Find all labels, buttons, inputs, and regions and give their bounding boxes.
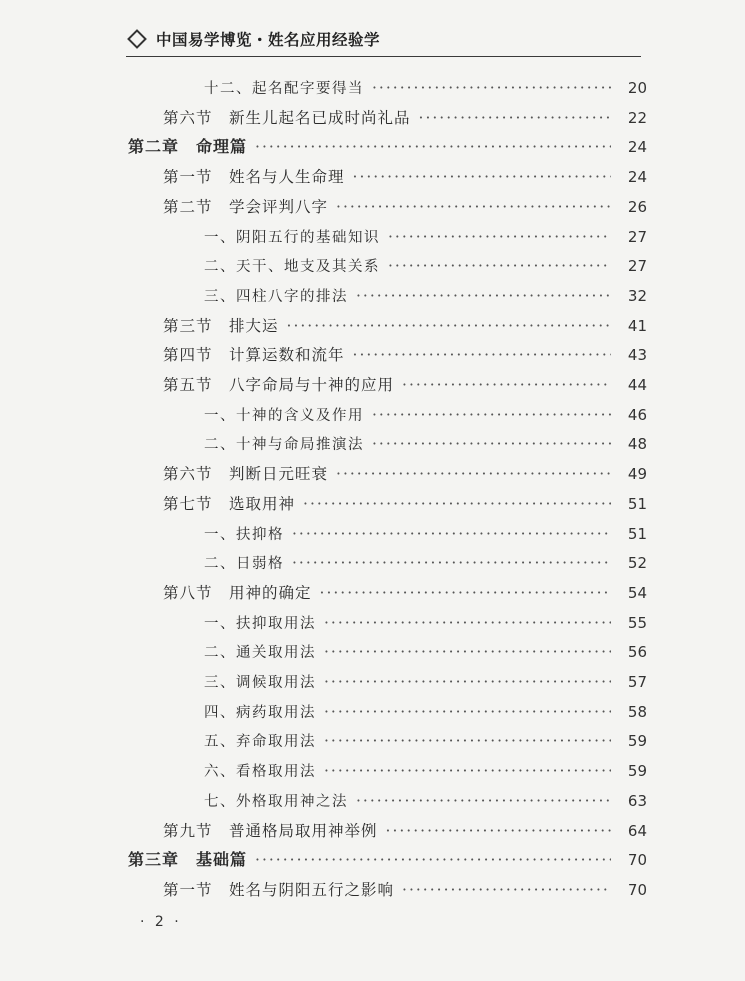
- dot-leader: [388, 254, 611, 278]
- toc-entry-title: 二、通关取用法: [204, 645, 316, 662]
- dot-leader: [402, 373, 611, 397]
- toc-entry-page-number: 58: [627, 702, 647, 721]
- toc-entry-title: 七、外格取用神之法: [204, 793, 348, 810]
- toc-entry-page-number: 26: [627, 197, 647, 216]
- dot-leader: [292, 551, 611, 575]
- dot-leader: [324, 611, 611, 635]
- dot-leader: [324, 729, 611, 753]
- toc-entry-page-number: 56: [627, 643, 647, 662]
- toc-entry: [204, 284, 647, 308]
- toc-entry-page-number: 32: [627, 286, 647, 305]
- toc-entry-title: 六、看格取用法: [204, 764, 316, 781]
- toc-entry: [204, 729, 647, 753]
- toc-entry: [204, 789, 647, 813]
- toc-entry: [128, 135, 647, 159]
- dot-leader: [292, 522, 611, 546]
- toc-entry-title: 第七节 选取用神: [163, 494, 296, 513]
- toc-entry-page-number: 27: [627, 257, 647, 276]
- toc-entry-title: 二、天干、地支及其关系: [204, 259, 380, 276]
- toc-entry: [204, 759, 647, 783]
- toc-entry-page-number: 24: [627, 138, 647, 157]
- toc-entry-title: 第三节 排大运: [163, 316, 279, 335]
- toc-entry-title: 第六节 新生儿起名已成时尚礼品: [163, 108, 411, 127]
- dot-leader: [372, 76, 611, 100]
- dot-leader: [372, 432, 611, 456]
- toc-entry: [128, 848, 647, 872]
- toc-entry-title: 第一节 姓名与人生命理: [163, 168, 345, 187]
- dot-leader: [402, 878, 611, 902]
- toc-entry-title: 第四节 计算运数和流年: [163, 346, 345, 365]
- toc-entry-page-number: 55: [627, 613, 647, 632]
- dot-leader: [324, 670, 611, 694]
- toc-entry: [204, 551, 647, 575]
- toc-entry-title: 第五节 八字命局与十神的应用: [163, 376, 395, 394]
- toc-entry: [204, 225, 647, 249]
- dot-leader: [336, 195, 611, 219]
- dot-leader: [324, 700, 611, 724]
- toc-entry: [163, 581, 647, 605]
- toc-entry-page-number: 49: [627, 465, 647, 484]
- dot-leader: [419, 106, 611, 130]
- toc-entry: [163, 878, 647, 902]
- toc-entry: [163, 819, 647, 843]
- header-title: 中国易学博览・姓名应用经验学: [156, 31, 381, 49]
- toc-entry: [163, 462, 647, 486]
- dot-leader: [353, 343, 611, 367]
- toc-entry-title: 三、调候取用法: [204, 675, 316, 691]
- toc-entry-page-number: 20: [627, 79, 647, 97]
- dot-leader: [324, 759, 611, 783]
- toc-entry-page-number: 63: [627, 791, 647, 810]
- dot-leader: [388, 225, 611, 249]
- dot-leader: [336, 462, 611, 486]
- toc-entry-title: 第二章 命理篇: [128, 137, 248, 157]
- toc-entry: [163, 373, 647, 397]
- toc-entry-title: 五、弃命取用法: [204, 734, 316, 751]
- toc-entry-title: 十二、起名配字要得当: [204, 81, 364, 97]
- toc-entry-page-number: 22: [627, 108, 647, 127]
- toc-entry: [163, 165, 647, 189]
- toc-entry-title: 一、十神的含义及作用: [204, 407, 364, 424]
- dot-leader: [356, 284, 611, 308]
- diamond-icon: [127, 29, 147, 49]
- toc-entry-page-number: 43: [627, 346, 647, 365]
- toc-entry: [204, 76, 647, 100]
- toc-entry-title: 第八节 用神的确定: [163, 583, 312, 602]
- dot-leader: [356, 789, 611, 813]
- toc-entry-page-number: 54: [627, 583, 647, 602]
- toc-entry-title: 第九节 普通格局取用神举例: [163, 821, 378, 840]
- dot-leader: [353, 165, 611, 189]
- toc-entry-title: 一、阴阳五行的基础知识: [204, 229, 380, 246]
- toc-entry: [204, 522, 647, 546]
- toc-entry-title: 一、扶抑格: [204, 526, 284, 543]
- dot-leader: [303, 492, 611, 516]
- toc-entry: [204, 254, 647, 278]
- toc-entry-title: 三、四柱八字的排法: [204, 288, 348, 305]
- toc-entry-page-number: 52: [627, 554, 647, 573]
- toc-entry-page-number: 51: [627, 494, 647, 513]
- toc-entry-title: 四、病药取用法: [204, 704, 316, 721]
- running-header: [126, 22, 641, 57]
- dot-leader: [320, 581, 611, 605]
- toc-entry-title: 第六节 判断日元旺衰: [163, 465, 329, 484]
- toc-entry-page-number: 51: [627, 524, 647, 543]
- toc-entry-page-number: 41: [627, 316, 647, 335]
- toc-entry-title: 第二节 学会评判八字: [163, 197, 329, 216]
- toc-entry-page-number: 59: [627, 732, 647, 751]
- toc-entry-page-number: 59: [627, 762, 647, 781]
- toc-entry-page-number: 64: [627, 821, 647, 840]
- toc-entry: [204, 611, 647, 635]
- toc-entry-title: 二、十神与命局推演法: [204, 437, 364, 454]
- toc-entry-page-number: 27: [627, 227, 647, 246]
- toc-entry-page-number: 44: [627, 376, 647, 394]
- toc-entry: [163, 314, 647, 338]
- toc-entry-title: 第一节 姓名与阴阳五行之影响: [163, 880, 395, 899]
- toc-entry: [204, 670, 647, 694]
- toc-entry: [163, 195, 647, 219]
- toc-entry-page-number: 46: [627, 405, 647, 424]
- toc-entry: [204, 700, 647, 724]
- dot-leader: [287, 314, 611, 338]
- toc-entry-title: 第三章 基础篇: [128, 850, 248, 870]
- dot-leader: [372, 403, 611, 427]
- toc-entry-page-number: 24: [627, 168, 647, 187]
- dot-leader: [255, 848, 611, 872]
- toc-entry: [163, 343, 647, 367]
- toc-entry-title: 二、日弱格: [204, 556, 284, 573]
- toc-entry-page-number: 70: [627, 851, 647, 870]
- dot-leader: [255, 135, 611, 159]
- toc-entry-page-number: 57: [627, 673, 647, 691]
- toc-entry: [163, 492, 647, 516]
- toc-entry: [204, 403, 647, 427]
- dot-leader: [324, 640, 611, 664]
- dot-leader: [386, 819, 611, 843]
- toc-entry-page-number: 70: [627, 880, 647, 899]
- toc-entry-title: 一、扶抑取用法: [204, 615, 316, 632]
- page-number-footer: · 2 ·: [140, 914, 182, 930]
- toc-entry: [204, 432, 647, 456]
- toc-entry: [163, 106, 647, 130]
- toc-entry: [204, 640, 647, 664]
- toc-entry-page-number: 48: [627, 435, 647, 454]
